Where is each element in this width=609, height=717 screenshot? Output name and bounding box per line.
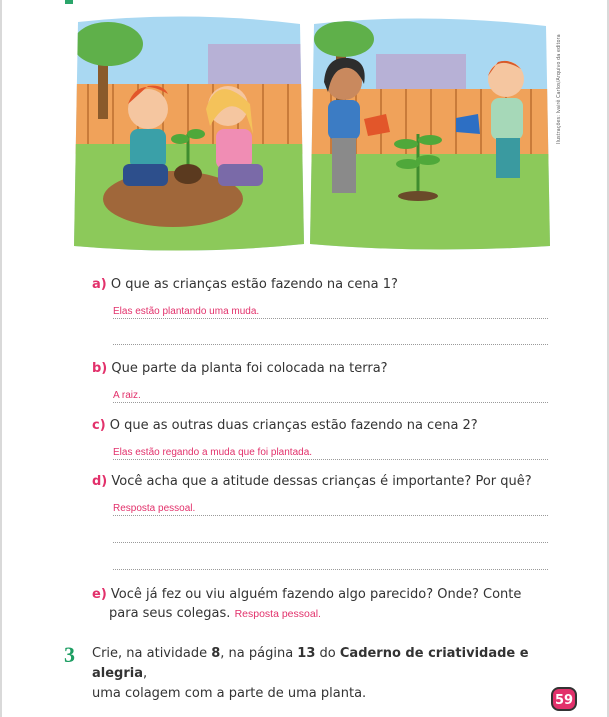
page-left-edge	[0, 0, 2, 717]
answer-line	[113, 542, 548, 543]
question-b-letter: b)	[92, 361, 108, 376]
activity-text-part: ,	[143, 666, 148, 681]
page-number-badge	[551, 687, 577, 711]
answer-e: Resposta pessoal.	[234, 608, 321, 620]
question-e	[92, 585, 562, 624]
question-d-text: Você acha que a atitude dessas crianças é importante? Por quê?	[111, 474, 532, 489]
question-b	[92, 361, 388, 376]
answer-b: A raiz.	[113, 390, 141, 401]
question-c	[92, 418, 478, 433]
answer-line	[113, 344, 548, 345]
illustration-credit: Ilustrações: Ivairê Carlos/Arquivo da editora	[556, 34, 562, 144]
question-d	[92, 474, 532, 489]
activity-text-line2: uma colagem com a parte de uma planta.	[92, 686, 367, 701]
activity-number: 3	[64, 642, 75, 667]
section-marker	[65, 0, 73, 4]
answer-a: Elas estão plantando uma muda.	[113, 306, 260, 317]
question-b-text: Que parte da planta foi colocada na terra?	[111, 361, 388, 376]
question-a-text: O que as crianças estão fazendo na cena 1?	[110, 277, 398, 292]
question-a-letter: a)	[92, 277, 107, 292]
activity-text-part: Crie, na atividade	[92, 646, 212, 661]
answer-line	[113, 459, 548, 460]
page-ref: 13	[297, 646, 316, 661]
question-e-text-line2: para seus colegas.	[109, 606, 231, 621]
activity-number-ref: 8	[211, 646, 221, 661]
question-e-text-line1: Você já fez ou viu alguém fazendo algo parecido? Onde? Conte	[110, 587, 522, 602]
answer-line	[113, 402, 548, 403]
question-d-letter: d)	[92, 474, 108, 489]
question-c-letter: c)	[92, 418, 106, 433]
question-c-text: O que as outras duas crianças estão fazendo na cena 2?	[109, 418, 478, 433]
question-e-letter: e)	[92, 587, 107, 602]
answer-line	[113, 515, 548, 516]
scene-1-planting-illustration	[68, 14, 308, 254]
answer-c: Elas estão regando a muda que foi plantada.	[113, 447, 313, 458]
book-title: Caderno de criatividade e alegria	[92, 646, 529, 681]
activity-text-part: do	[315, 646, 340, 661]
answer-line	[113, 318, 548, 319]
answer-line	[113, 569, 548, 570]
activity-text-part: , na página	[220, 646, 298, 661]
activity-text	[92, 644, 562, 704]
answer-d: Resposta pessoal.	[113, 503, 196, 514]
question-a	[92, 277, 398, 292]
scene-2-watering-illustration	[306, 14, 552, 254]
page-number: 59	[554, 693, 574, 708]
